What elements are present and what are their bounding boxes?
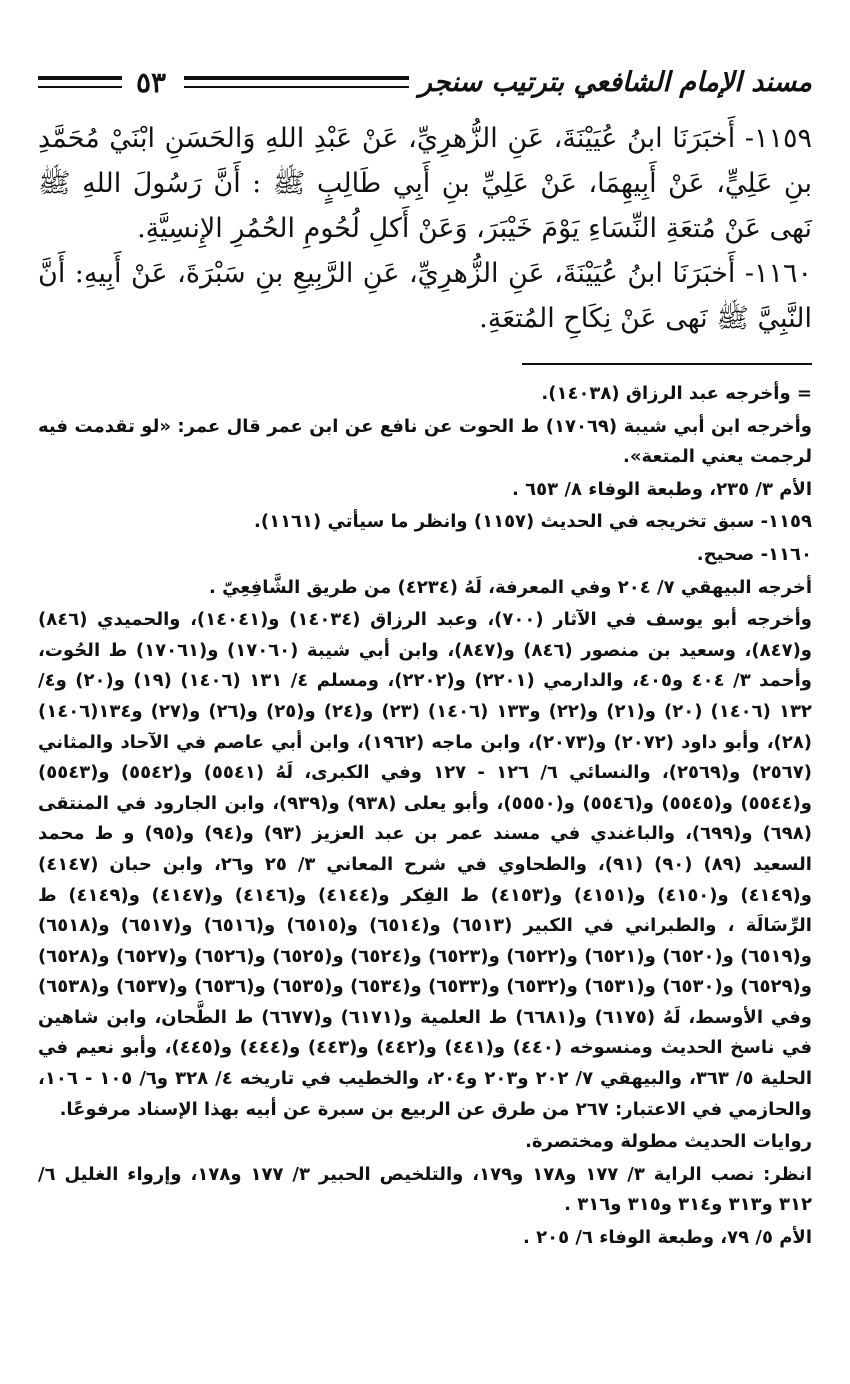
footnote-line: الأم ٥/ ٧٩، وطبعة الوفاء ٦/ ٢٠٥ .: [523, 1227, 812, 1249]
hadith-text: [38, 116, 812, 341]
footnote-line: ١١٦٠- صحيح.: [696, 543, 812, 565]
hadith-1160: ١١٦٠- أَخبَرَنَا ابنُ عُيَيْنَةَ، عَنِ الزُّهرِيِّ، عَنِ الرَّبِيعِ بنِ سَبْرَةَ، عَنْ أَبِيهِ: أَنَّ النَّبِيَّ ﷺ نَهى عَنْ نِكَاحِ المُتعَةِ.: [38, 258, 812, 334]
footnotes: [38, 379, 812, 1254]
hadith-1159: ١١٥٩- أَخبَرَنَا ابنُ عُيَيْنَةَ، عَنِ الزُّهرِيِّ، عَنْ عَبْدِ اللهِ وَالحَسَنِ ابْنَيْ مُحَمَّدِ بنِ عَلِيٍّ، عَنْ أَبِيهِمَا، عَنْ عَلِيِّ بنِ أَبِي طَالِبٍ ﷺ : أَنَّ رَسُولَ اللهِ ﷺ نَهى عَنْ مُتعَةِ النِّسَاءِ يَوْمَ خَيْبَرَ، وَعَنْ أَكلِ لُحُومِ الحُمُرِ الإِنسِيَّةِ.: [38, 123, 812, 244]
footnote-line: روايات الحديث مطولة ومختصرة.: [525, 1131, 812, 1153]
page-header: [38, 52, 812, 112]
footnote-line: ١١٥٩- سبق تخريجه في الحديث (١١٥٧) وانظر ما سيأتي (١١٦١).: [254, 511, 812, 533]
book-title: مسند الإمام الشافعي بترتيب سنجر: [418, 66, 812, 98]
footnote-line: وأخرجه ابن أبي شيبة (١٧٠٦٩) ط الحوت عن نافع عن ابن عمر قال عمر: «لو تقدمت فيه لرجمت يعني المتعة».: [38, 415, 812, 468]
page-number: ٥٣: [136, 65, 167, 99]
footnote-line: وأخرجه أبو يوسف في الآثار (٧٠٠)، وعبد الرزاق (١٤٠٣٤) و(١٤٠٤١)، والحميدي (٨٤٦) و(٨٤٧)، وسعيد بن منصور (٨٤٦) و(٨٤٧)، وابن أبي شيبة (١٧٠٦٠) و(١٧٠٦١) ط الحُوت، وأحمد ٣/ ٤٠٤ و٤٠٥، والدارمي (٢٢٠١) و(٢٢٠٢)، ومسلم ٤/ ١٣١ (١٤٠٦) (١٩) و(٢٠) و٤/ ١٣٢ (١٤٠٦) (٢٠) و(٢١) و(٢٢) و١٣٣ (١٤٠٦) (٢٣) و(٢٤) و(٢٥) و(٢٦) و(٢٧) و١٣٤(١٤٠٦) (٢٨)، وأبو داود (٢٠٧٢) و(٢٠٧٣)، وابن ماجه (١٩٦٢)، وابن أبي عاصم في الآحاد والمثاني (٢٥٦٧) و(٢٥٦٩)، والنسائي ٦/ ١٢٦ - ١٢٧ وفي الكبرى، لَهُ (٥٥٤١) و(٥٥٤٢) و(٥٥٤٣) و(٥٥٤٤) و(٥٥٤٥) و(٥٥٤٦) و(٥٥٥٠)، وأبو يعلى (٩٣٨) و(٩٣٩)، وابن الجارود في المنتقى (٦٩٨) و(٦٩٩)، والباغندي في مسند عمر بن عبد العزيز (٩٣) و(٩٤) و(٩٥) و ط محمد السعيد (٨٩) (٩٠) (٩١)، والطحاوي في شرح المعاني ٣/ ٢٥ و٢٦، وابن حبان (٤١٤٧) و(٤١٤٩) و(٤١٥٠) و(٤١٥١) و(٤١٥٣) ط الفِكر و(٤١٤٤) و(٤١٤٦) و(٤١٤٧) و(٤١٤٩) ط الرِّسَالَة ، والطبراني في الكبير (٦٥١٣) و(٦٥١٤) و(٦٥١٥) و(٦٥١٦) و(٦٥١٧) و(٦٥١٨) و(٦٥١٩) و(٦٥٢٠) و(٦٥٢١) و(٦٥٢٢) و(٦٥٢٣) و(٦٥٢٤) و(٦٥٢٥) و(٦٥٢٦) و(٦٥٢٧) و(٦٥٢٨) و(٦٥٢٩) و(٦٥٣٠) و(٦٥٣١) و(٦٥٣٢) و(٦٥٣٣) و(٦٥٣٤) و(٦٥٣٥) و(٦٥٣٦) و(٦٥٣٧) و(٦٥٣٨) وفي الأوسط، لَهُ (٦١٧٥) و(٦٦٨١) ط العلمية و(٦١٧١) و(٦٦٧٧) ط الطَّحان، وابن شاهين في ناسخ الحديث ومنسوخه (٤٤٠) و(٤٤١) و(٤٤٢) و(٤٤٣) و(٤٤٤) و(٤٤٥)، وأبو نعيم في الحلية ٥/ ٣٦٣، والبيهقي ٧/ ٢٠٢ و٢٠٣ و٢٠٤، والخطيب في تاريخه ٤/ ٣٢٨ و٦/ ١٠٥ - ١٠٦، والحازمي في الاعتبار: ٢٦٧ من طرق عن الربيع بن سبرة عن أبيه بهذا الإسناد مرفوعًا.: [38, 609, 813, 1120]
footnote-line: = وأخرجه عبد الرزاق (١٤٠٣٨).: [541, 383, 812, 404]
footnote-line: أخرجه البيهقي ٧/ ٢٠٤ وفي المعرفة، لَهُ (٤٢٣٤) من طريق الشَّافِعِيّ .: [208, 576, 812, 598]
footnote-line: انظر: نصب الراية ٣/ ١٧٧ و١٧٨ و١٧٩، والتلخيص الحبير ٣/ ١٧٧ و١٧٨، وإرواء الغليل ٦/ ٣١٢ و٣١٣ و٣١٤ و٣١٥ و٣١٦ .: [38, 1163, 813, 1216]
header-rule-short: [38, 76, 122, 88]
footnote-line: الأم ٣/ ٢٣٥، وطبعة الوفاء ٨/ ٦٥٣ .: [512, 478, 812, 500]
footnote-divider: [522, 363, 812, 365]
header-rule-long: [184, 76, 409, 88]
